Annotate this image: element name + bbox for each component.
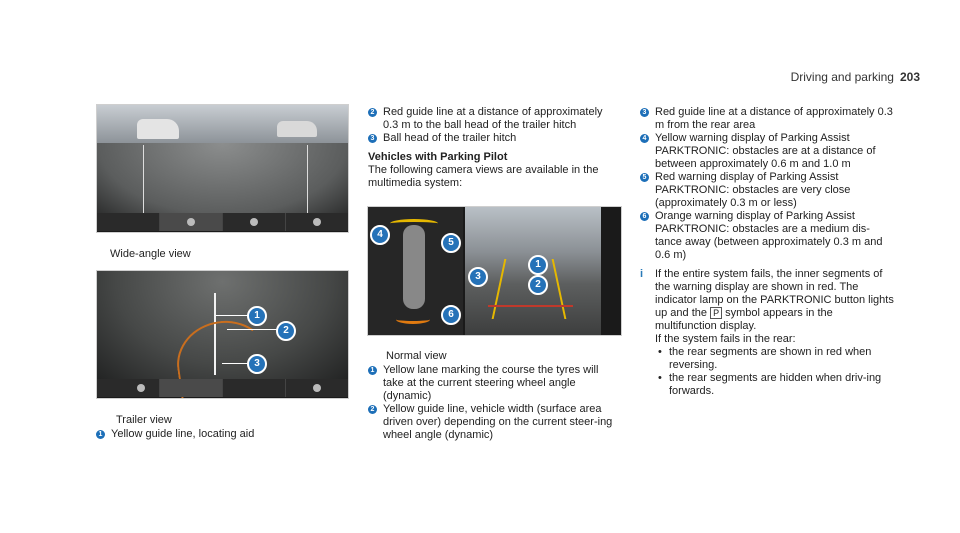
parktronic-symbol-icon: P — [710, 307, 722, 319]
callout-2: 2 — [276, 321, 296, 341]
list-item: 2 Yellow guide line, vehicle width (surface area driven over) depending on the current steer-ing wheel angle (dynamic) — [368, 403, 620, 442]
col2-top — [368, 106, 620, 190]
info-icon: i — [640, 268, 644, 280]
trailer-view-image — [96, 270, 349, 399]
callout-1: 1 — [528, 255, 548, 275]
callout-5: 5 — [441, 233, 461, 253]
callout-3: 3 — [468, 267, 488, 287]
list-item: 3 Ball head of the trailer hitch — [368, 132, 620, 145]
list-item: 5 Red warning display of Parking Assist PARKTRONIC: obstacles are very close (approximately 0.3 m or less) — [640, 171, 895, 210]
callout-4: 4 — [370, 225, 390, 245]
section-title: Driving and parking — [790, 70, 894, 84]
normal-view-image — [367, 206, 622, 336]
callout-1: 1 — [247, 306, 267, 326]
list-item: 4 Yellow warning display of Parking Assist PARKTRONIC: obstacles are at a distance of between approximately 0.6 m and 1.0 m — [640, 132, 895, 171]
list-item: 1 Yellow lane marking the course the tyres will take at the current steering wheel angle (dynamic) — [368, 364, 620, 403]
wide-angle-caption: Wide-angle view — [110, 248, 191, 260]
info-note: i If the entire system fails, the inner segments of the warning display are shown in red. The indicator lamp on the PARKTRONIC button lights up and the P symbol appears in the multifunction display. If the system fails in the rear: • the rear segments are shown in red when reversing. • the rear segments are hidden when driv-ing forwards. — [640, 268, 895, 398]
intro-text: The following camera views are available in the multimedia system: — [368, 164, 599, 189]
page-header — [791, 70, 920, 84]
section-heading: Vehicles with Parking Pilot — [368, 151, 508, 163]
callout-2: 2 — [528, 275, 548, 295]
trailer-caption: Trailer view — [116, 414, 172, 426]
list-item: 2 Red guide line at a distance of approximately 0.3 m to the ball head of the trailer hitch — [368, 106, 620, 132]
col1-list — [96, 428, 356, 441]
col3 — [640, 106, 895, 398]
callout-3: 3 — [247, 354, 267, 374]
col2-list — [368, 364, 620, 442]
page-number: 203 — [899, 70, 920, 84]
bullet-item: • the rear segments are shown in red when reversing. — [655, 346, 895, 372]
callout-6: 6 — [441, 305, 461, 325]
list-item: 3 Red guide line at a distance of approximately 0.3 m from the rear area — [640, 106, 895, 132]
wide-angle-view-image — [96, 104, 349, 233]
list-item: 6 Orange warning display of Parking Assist PARKTRONIC: obstacles are a medium dis-tance away (between approximately 0.3 m and 0.6 m) — [640, 210, 895, 262]
normal-view-caption: Normal view — [386, 350, 447, 362]
bullet-item: • the rear segments are hidden when driv-ing forwards. — [655, 372, 895, 398]
list-item: 1 Yellow guide line, locating aid — [96, 428, 356, 441]
